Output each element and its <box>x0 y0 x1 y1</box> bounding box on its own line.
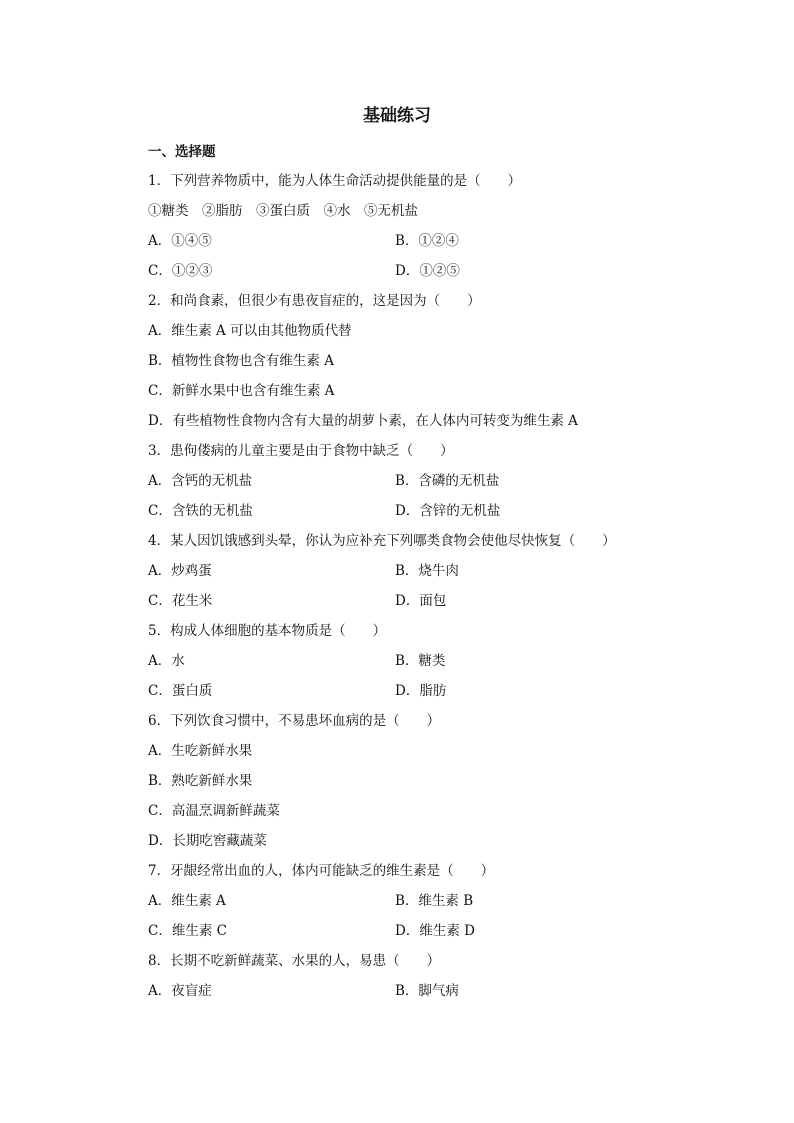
question-7-option-a: A．维生素 A <box>148 893 226 909</box>
question-5-stem: 5．构成人体细胞的基本物质是（ ） <box>148 623 387 639</box>
question-3-stem: 3．患佝偻病的儿童主要是由于食物中缺乏（ ） <box>148 443 454 459</box>
section-heading: 一、选择题 <box>148 144 216 160</box>
question-7-option-c: C．维生素 C <box>148 923 227 939</box>
question-8-option-a: A．夜盲症 <box>148 983 212 999</box>
question-2-option-a: A．维生素 A 可以由其他物质代替 <box>148 323 352 339</box>
question-4-option-a: A．炒鸡蛋 <box>148 563 212 579</box>
question-5-option-a: A．水 <box>148 653 185 669</box>
question-4-option-b: B．烧牛肉 <box>395 563 459 579</box>
question-7-option-d: D．维生素 D <box>395 923 475 939</box>
question-3-option-d: D．含锌的无机盐 <box>395 503 501 519</box>
question-7-stem: 7．牙龈经常出血的人，体内可能缺乏的维生素是（ ） <box>148 863 495 879</box>
question-3-option-a: A．含钙的无机盐 <box>148 473 253 489</box>
question-1-option-c: C．①②③ <box>148 263 213 279</box>
question-4-stem: 4．某人因饥饿感到头晕，你认为应补充下列哪类食物会使他尽快恢复（ ） <box>148 533 616 549</box>
question-1-option-b: B．①②④ <box>395 233 459 249</box>
question-2-option-c: C．新鲜水果中也含有维生素 A <box>148 383 335 399</box>
question-2-stem: 2．和尚食素，但很少有患夜盲症的，这是因为（ ） <box>148 293 481 309</box>
question-5-option-d: D．脂肪 <box>395 683 447 699</box>
question-2-option-d: D．有些植物性食物内含有大量的胡萝卜素，在人体内可转变为维生素 A <box>148 413 578 429</box>
question-3-option-b: B．含磷的无机盐 <box>395 473 500 489</box>
question-3-option-c: C．含铁的无机盐 <box>148 503 253 519</box>
question-5-option-c: C．蛋白质 <box>148 683 213 699</box>
question-6-option-a: A．生吃新鲜水果 <box>148 743 253 759</box>
question-5-option-b: B．糖类 <box>395 653 446 669</box>
question-8-option-b: B．脚气病 <box>395 983 459 999</box>
page-title: 基础练习 <box>363 106 431 126</box>
question-6-stem: 6．下列饮食习惯中，不易患坏血病的是（ ） <box>148 713 441 729</box>
question-6-option-d: D．长期吃窖藏蔬菜 <box>148 833 267 849</box>
question-4-option-d: D．面包 <box>395 593 447 609</box>
question-8-stem: 8．长期不吃新鲜蔬菜、水果的人，易患（ ） <box>148 953 441 969</box>
question-6-option-b: B．熟吃新鲜水果 <box>148 773 253 789</box>
question-4-option-c: C．花生米 <box>148 593 213 609</box>
question-1-option-a: A．①④⑤ <box>148 233 212 249</box>
question-6-option-c: C．高温烹调新鲜蔬菜 <box>148 803 280 819</box>
question-1-items: ①糖类 ②脂肪 ③蛋白质 ④水 ⑤无机盐 <box>148 203 418 219</box>
question-1-option-d: D．①②⑤ <box>395 263 460 279</box>
question-1-stem: 1．下列营养物质中，能为人体生命活动提供能量的是（ ） <box>148 173 522 189</box>
question-7-option-b: B．维生素 B <box>395 893 474 909</box>
question-2-option-b: B．植物性食物也含有维生素 A <box>148 353 334 369</box>
